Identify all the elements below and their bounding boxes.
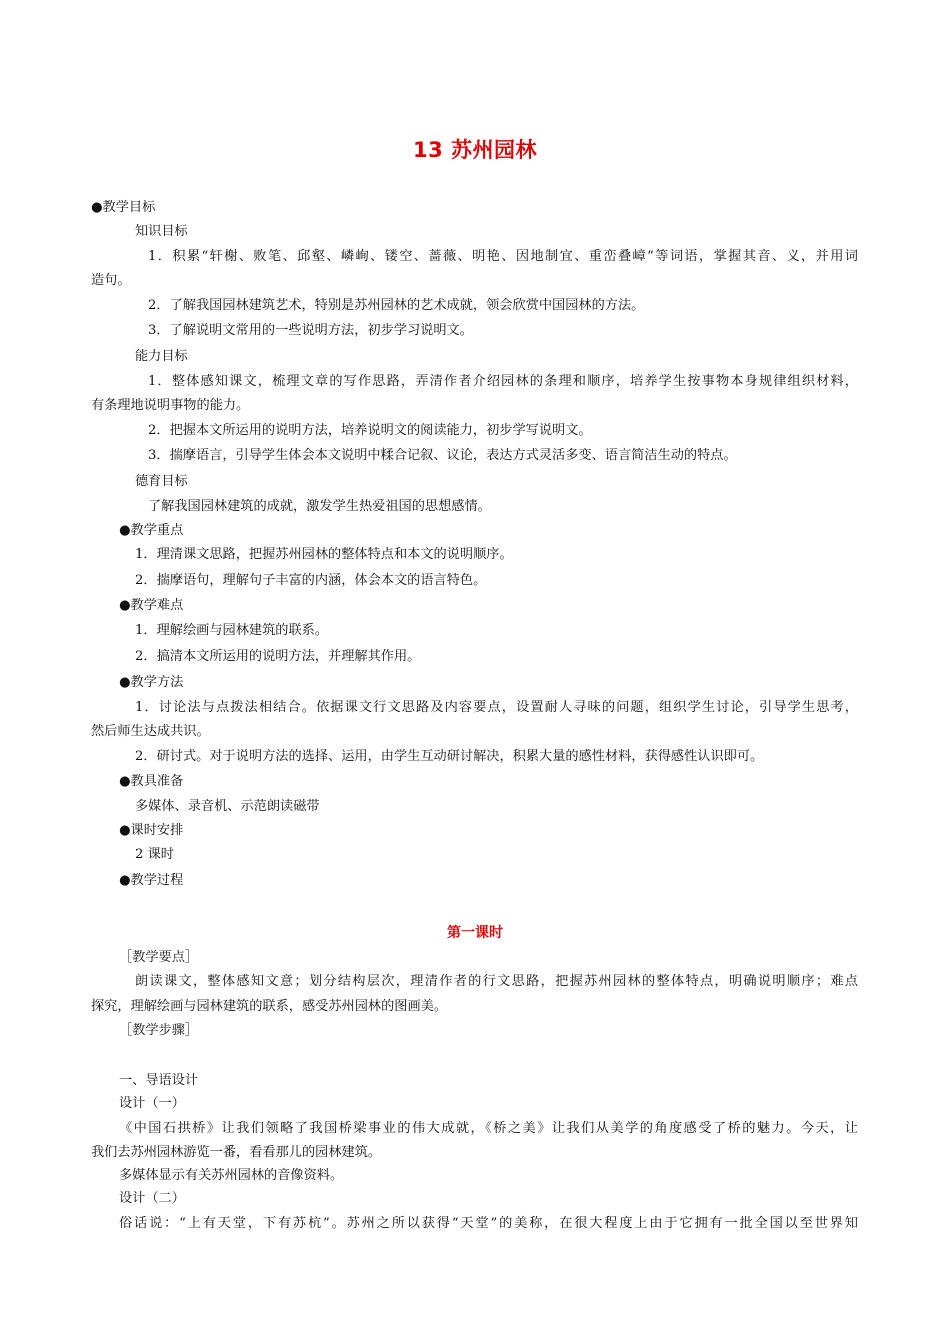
section-heading-process: ●教学过程	[119, 873, 184, 888]
design-1-media: 多媒体显示有关苏州园林的音像资料。	[119, 1168, 344, 1183]
key-point-1: 1．理清课文思路，把握苏州园林的整体特点和本文的说明顺序。	[135, 547, 513, 562]
difficulty-1: 1．理解绘画与园林建筑的联系。	[135, 623, 329, 638]
design-2-text: 俗话说：“上有天堂，下有苏杭”。苏州之所以获得“天堂”的美称，在很大程度上由于它拥有一批全国以至世界知	[119, 1216, 858, 1231]
design-2-label: 设计（二）	[119, 1191, 185, 1206]
teaching-steps-label: ［教学步骤］	[119, 1023, 199, 1038]
method-1-cont: 然后师生达成共识。	[91, 724, 210, 739]
teaching-points-text-cont: 探究，理解绘画与园林建筑的联系，感受苏州园林的图画美。	[91, 999, 448, 1014]
section-heading-key-points: ●教学重点	[119, 523, 184, 538]
ability-item-1: 1．整体感知课文，梳理文章的写作思路，弄清作者介绍园林的条理和顺序，培养学生按事物本身规律组织材料，	[148, 374, 858, 389]
tools-text: 多媒体、录音机、示范朗读磁带	[135, 799, 320, 814]
ability-label: 能力目标	[135, 349, 188, 364]
page-title: 13 苏州园林	[412, 138, 538, 162]
schedule-text: 2 课时	[135, 847, 174, 862]
knowledge-item-3: 3．了解说明文常用的一些说明方法，初步学习说明文。	[148, 323, 473, 338]
moral-text: 了解我国园林建筑的成就，激发学生热爱祖国的思想感情。	[148, 499, 491, 514]
moral-label: 德育目标	[135, 474, 188, 489]
knowledge-label: 知识目标	[135, 224, 188, 239]
section-heading-difficulties: ●教学难点	[119, 598, 184, 613]
method-1: 1．讨论法与点拨法相结合。依据课文行文思路及内容要点，设置耐人寻味的问题，组织学生讨论，引导学生思考，	[135, 700, 858, 715]
ability-item-3: 3．揣摩语言，引导学生体会本文说明中糅合记叙、议论，表达方式灵活多变、语言简洁生动的特点。	[148, 448, 737, 463]
section-heading-methods: ●教学方法	[119, 675, 184, 690]
design-1-text-cont: 我们去苏州园林游览一番，看看那儿的园林建筑。	[91, 1145, 382, 1160]
ability-item-1-cont: 有条理地说明事物的能力。	[91, 398, 250, 413]
knowledge-item-2: 2．了解我国园林建筑艺术，特别是苏州园林的艺术成就，领会欣赏中国园林的方法。	[148, 298, 645, 313]
teaching-points-label: ［教学要点］	[119, 950, 199, 965]
knowledge-item-1-cont: 造句。	[91, 273, 131, 288]
teaching-points-text: 朗读课文，整体感知文意；划分结构层次，理清作者的行文思路，把握苏州园林的整体特点，明确说明顺序；难点	[135, 974, 858, 989]
section-heading-tools: ●教具准备	[119, 774, 184, 789]
method-2: 2．研讨式。对于说明方法的选择、运用，由学生互动研讨解决，积累大量的感性材料，获得感性认识即可。	[135, 749, 764, 764]
key-point-2: 2．揣摩语句，理解句子丰富的内涵，体会本文的语言特色。	[135, 573, 487, 588]
design-1-text: 《中国石拱桥》让我们领略了我国桥梁事业的伟大成就，《桥之美》让我们从美学的角度感受了桥的魅力。今天，让	[119, 1121, 858, 1136]
ability-item-2: 2．把握本文所运用的说明方法，培养说明文的阅读能力，初步学写说明文。	[148, 423, 592, 438]
section-heading-objectives: ●教学目标	[91, 200, 156, 215]
section-heading-schedule: ●课时安排	[119, 823, 184, 838]
design-1-label: 设计（一）	[119, 1096, 185, 1111]
difficulty-2: 2．搞清本文所运用的说明方法，并理解其作用。	[135, 649, 421, 664]
knowledge-item-1: 1．积累“轩榭、败笔、邱壑、嶙峋、镂空、蔷薇、明艳、因地制宜、重峦叠嶂”等词语，掌握其音、义，并用词	[148, 249, 858, 264]
lesson-1-title: 第一课时	[447, 925, 503, 941]
intro-heading: 一、导语设计	[119, 1073, 199, 1088]
